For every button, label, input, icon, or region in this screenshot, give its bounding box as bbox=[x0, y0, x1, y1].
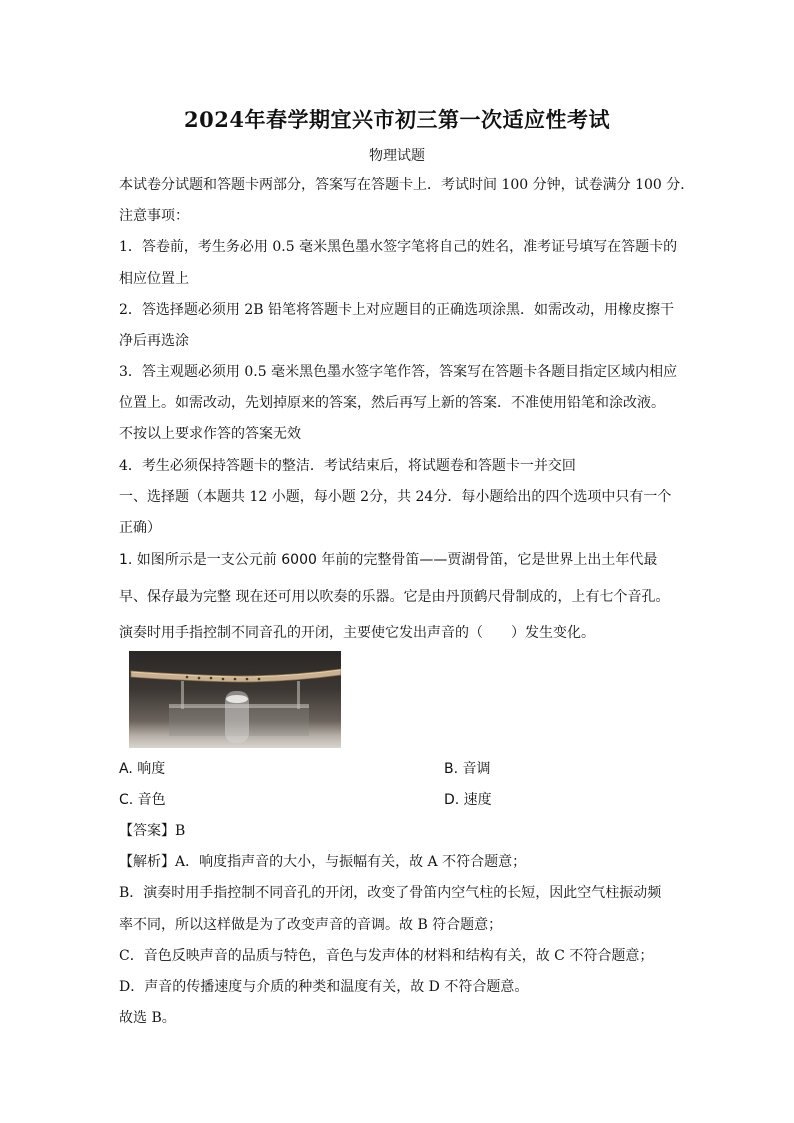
question-1-stem-line-2: 早、保存最为完整 现在还可用以吹奏的乐器。它是由丹顶鹤尺骨制成的，上有七个音孔。 bbox=[119, 589, 670, 605]
stand-leg-left bbox=[181, 681, 184, 709]
note-3-line-3: 不按以上要求作答的答案无效 bbox=[119, 426, 301, 442]
option-c: C. 音色 bbox=[119, 792, 166, 808]
bone-flute-illustration bbox=[129, 651, 341, 748]
analysis-b-line-1: B．演奏时用手指控制不同音孔的开闭，改变了骨笛内空气柱的长短，因此空气柱振动频 bbox=[119, 885, 662, 901]
note-4: 4．考生必须保持答题卡的整洁．考试结束后，将试题卷和答题卡一并交回 bbox=[119, 458, 576, 474]
intro-text: 本试卷分试题和答题卡两部分，答案写在答题卡上．考试时间 100 分钟，试卷满分 100 分． bbox=[119, 177, 695, 193]
note-1-line-2: 相应位置上 bbox=[119, 271, 189, 287]
section-heading-line-1: 一、选择题（本题共 12 小题，每小题 2分，共 24分．每小题给出的四个选项中只有一个 bbox=[119, 489, 672, 505]
support-top bbox=[226, 695, 248, 703]
note-2-line-1: 2．答选择题必须用 2B 铅笔将答题卡上对应题目的正确选项涂黑．如需改动，用橡皮擦干 bbox=[119, 302, 675, 318]
question-1-stem-line-3: 演奏时用手指控制不同音孔的开闭，主要使它发出声音的（ ）发生变化。 bbox=[119, 625, 595, 641]
bone-flute bbox=[131, 669, 341, 682]
conclusion: 故选 B。 bbox=[119, 1010, 176, 1026]
option-d: D. 速度 bbox=[444, 792, 492, 808]
analysis-d: D．声音的传播速度与介质的种类和温度有关，故 D 不符合题意。 bbox=[119, 979, 529, 995]
page-subtitle: 物理试题 bbox=[369, 148, 425, 164]
note-3-line-1: 3．答主观题必须用 0.5 毫米黑色墨水签字笔作答，答案写在答题卡各题目指定区域内相应 bbox=[119, 364, 678, 380]
answer-line: 【答案】B bbox=[119, 823, 186, 839]
note-1-line-1: 1．答卷前，考生务必用 0.5 毫米黑色墨水签字笔将自己的姓名，准考证号填写在答题卡的 bbox=[119, 239, 678, 255]
bone-flute-photo bbox=[129, 651, 341, 748]
analysis-a: 【解析】A．响度指声音的大小，与振幅有关，故 A 不符合题意； bbox=[119, 854, 527, 870]
section-heading-line-2: 正确） bbox=[119, 520, 161, 536]
question-1-stem-line-1: 1. 如图所示是一支公元前 6000 年前的完整骨笛——贾湖骨笛，它是世界上出土年代最 bbox=[119, 552, 658, 568]
analysis-b-line-2: 率不同，所以这样做是为了改变声音的音调。故 B 符合题意； bbox=[119, 917, 503, 933]
page-title: 2024年春学期宜兴市初三第一次适应性考试 bbox=[184, 107, 610, 132]
note-3-line-2: 位置上。如需改动，先划掉原来的答案，然后再写上新的答案．不准使用铅笔和涂改液。 bbox=[119, 395, 665, 411]
analysis-c: C．音色反映声音的品质与特色，音色与发声体的材料和结构有关，故 C 不符合题意； bbox=[119, 948, 654, 964]
option-a: A. 响度 bbox=[119, 761, 166, 777]
notes-title: 注意事项： bbox=[119, 208, 189, 224]
stand-leg-right bbox=[297, 681, 300, 709]
option-b: B. 音调 bbox=[444, 761, 491, 777]
note-2-line-2: 净后再选涂 bbox=[119, 333, 189, 349]
